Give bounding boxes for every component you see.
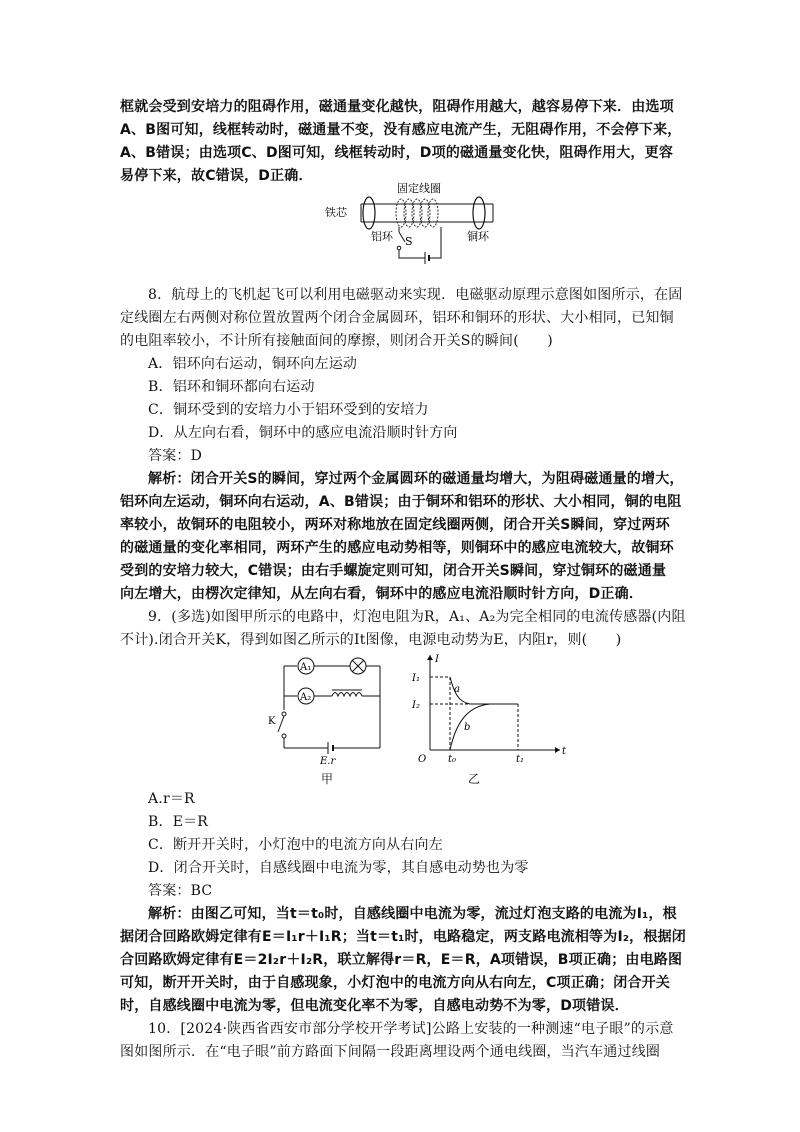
q8-option-b: B．铝环和铜环都向右运动 (148, 379, 315, 395)
q9-option-b: B．E＝R (148, 814, 209, 830)
q8-stem-line: 8．航母上的飞机起飞可以利用电磁驱动来实现．电磁驱动原理示意图如图所示，在固 (148, 287, 683, 303)
ammeter-a2-label: A₂ (300, 692, 312, 703)
t0-label: t₀ (448, 754, 457, 765)
i2-label: I₂ (412, 700, 420, 711)
q10-stem-line: 10．[2024·陕西省西安市部分学校开学考试]公路上安装的一种测速“电子眼”的示意 (148, 1021, 674, 1037)
figure-caption-yi: 乙 (468, 772, 481, 786)
q8-stem-line: 的电阻率较小，不计所有接触面间的摩擦，则闭合开关S的瞬间( ) (120, 333, 553, 349)
core-label: 铁芯 (325, 206, 347, 219)
q9-analysis-line: 时，自感线圈中电流为零，但电流变化率不为零，自感电动势不为零，D项错误． (120, 998, 629, 1014)
q9-analysis-line: 据闭合回路欧姆定律有E＝I₁r＋I₁R；当t＝t₁时，电路稳定，两支路电流相等为I₂，根据闭 (120, 929, 686, 945)
q9-analysis-line: 合回路欧姆定律有E＝2I₂r＋I₂R，联立解得r＝R，E＝R，A项错误，B项正确；由电路图 (120, 952, 683, 968)
aluminum-ring-label: 铝环 (371, 230, 393, 243)
origin-label: O (418, 754, 427, 765)
q9-option-c: C．断开开关时，小灯泡中的电流方向从右向左 (148, 837, 443, 853)
axis-t-label: t (562, 746, 567, 757)
q8-option-a: A．铝环向右运动，铜环向左运动 (148, 356, 358, 372)
q9-answer: 答案：BC (148, 883, 213, 899)
q9-stem-line: 不计).闭合开关K，得到如图乙所示的It图像，电源电动势为E，内阻r，则( ) (120, 632, 622, 648)
q8-answer: 答案：D (148, 448, 203, 464)
text-line: A、B图可知，线框转动时，磁通量不变，没有感应电流产生，无阻碍作用，不会停下来， (120, 122, 682, 138)
q8-analysis-line: 向左增大，由楞次定律知，从左向右看，铜环中的感应电流沿顺时针方向，D正确． (120, 586, 644, 602)
q9-option-d: D．闭合开关时，自感线圈中电流为零，其自感电动势也为零 (148, 860, 529, 876)
q8-stem-line: 定线圈左右两侧对称位置放置两个闭合金属圆环，铝环和铜环的形状、大小相同，已知铜 (120, 310, 674, 326)
curve-b-label: b (464, 722, 471, 733)
q9-analysis-line: 可知，断开开关时，由于自感现象，小灯泡中的电流方向从右向左，C项正确；闭合开关 (120, 975, 671, 991)
copper-ring-label: 铜环 (467, 230, 489, 243)
q9-option-a: A.r＝R (148, 791, 195, 807)
q8-analysis-line: 受到的安培力较大，C错误；由右手螺旋定则可知，闭合开关S瞬间，穿过铜环的磁通量 (120, 563, 667, 579)
coil-label: 固定线圈 (397, 182, 441, 195)
q8-option-d: D．从左向右看，铜环中的感应电流沿顺时针方向 (148, 425, 458, 441)
t1-label: t₁ (516, 754, 525, 765)
switch-k-label: K (268, 716, 276, 727)
switch-label: S (405, 235, 413, 248)
curve-a-label: a (454, 684, 460, 695)
q8-analysis-line: 的磁通量的变化率相同，两环产生的感应电动势相等，则铜环中的感应电流较大，故铜环 (120, 540, 674, 556)
electromagnetic-drive-figure (325, 180, 510, 266)
q9-analysis-line: 解析：由图乙可知，当t＝t₀时，自感线圈中电流为零，流过灯泡支路的电流为I₁，根 (148, 906, 677, 922)
current-time-graph-yi (410, 650, 570, 768)
q8-analysis-line: 率较小，故铜环的电阻较小，两环对称地放在固定线圈两侧，闭合开关S瞬间，穿过两环 (120, 517, 670, 533)
q9-stem-line: 9．(多选)如图甲所示的电路中，灯泡电阻为R，A₁、A₂为完全相同的电流传感器(内阻 (148, 609, 686, 625)
axis-i-label: I (435, 654, 439, 665)
ammeter-a1-label: A₁ (300, 662, 312, 673)
q8-analysis-line: 铝环向左运动，铜环向右运动，A、B错误；由于铜环和铝环的形状、大小相同，铜的电阻 (120, 494, 682, 510)
text-line: A、B错误；由选项C、D图可知，线框转动时，D项的磁通量变化快，阻碍作用大，更容 (120, 145, 674, 161)
figure-caption-jia: 甲 (321, 772, 334, 786)
i1-label: I₁ (412, 673, 420, 684)
q8-option-c: C．铜环受到的安培力小于铝环受到的安培力 (148, 402, 429, 418)
q10-stem-line: 图如图所示．在“电子眼”前方路面下间隔一段距离埋设两个通电线圈，当汽车通过线圈 (120, 1044, 661, 1060)
circuit-diagram-jia (262, 652, 392, 770)
text-line: 易停下来，故C错误，D正确． (120, 168, 313, 184)
q8-analysis-line: 解析：闭合开关S的瞬间，穿过两个金属圆环的磁通量均增大，为阻碍磁通量的增大， (148, 471, 684, 487)
text-line: 框就会受到安培力的阻碍作用，磁通量变化越快，阻碍作用越大，越容易停下来．由选项 (120, 99, 674, 115)
emf-label: E.r (320, 756, 336, 767)
